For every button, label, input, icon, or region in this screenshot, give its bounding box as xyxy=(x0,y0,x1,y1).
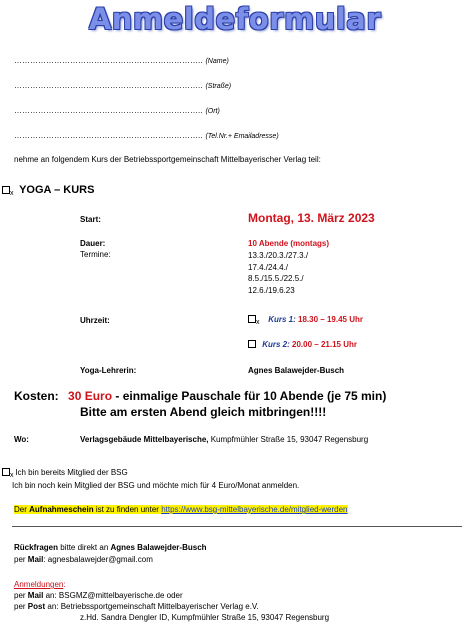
course-checkbox[interactable] xyxy=(2,186,10,194)
dotted-field: …………………………………………………………….. xyxy=(14,106,203,115)
reg-post-bold: Post xyxy=(27,602,46,611)
non-member-text: Ich bin noch kein Mitglied der BSG und möchte mich für 4 Euro/Monat anmelden. xyxy=(12,481,300,490)
course2-time: 20.00 – 21.15 Uhr xyxy=(292,340,357,349)
location-name: Verlagsgebäude Mittelbayerische, xyxy=(80,435,209,444)
questions-mail xyxy=(14,555,153,564)
registration-heading-colon: : xyxy=(63,580,66,589)
course2-label: Kurs 2: xyxy=(262,340,290,349)
membership-link[interactable]: https://www.bsg-mittelbayerische.de/mitglied-werden xyxy=(161,505,348,514)
application-prefix: Der xyxy=(14,505,30,514)
cost-amount: 30 Euro xyxy=(68,389,113,403)
registration-heading-text: Anmeldungen xyxy=(14,580,64,589)
city-line[interactable] xyxy=(14,106,220,115)
date-row: 8.5./15.5./22.5./ xyxy=(248,274,304,283)
street-line[interactable] xyxy=(14,81,231,90)
registration-post xyxy=(14,602,259,611)
name-label: (Name) xyxy=(205,58,229,65)
reg-mail-rest: an: BSGMZ@mittelbayerische.de oder xyxy=(43,591,183,600)
reg-post-rest: an: Betriebssportgemeinschaft Mittelbayerischer Verlag e.V. xyxy=(45,602,259,611)
course1-label: Kurs 1: xyxy=(268,315,296,324)
course2-option[interactable] xyxy=(248,340,357,349)
course-name: YOGA – KURS xyxy=(19,184,95,196)
questions-bold: Rückfragen xyxy=(14,543,59,552)
membership-option-2[interactable] xyxy=(12,481,299,490)
page-title: Anmeldeformular xyxy=(88,2,382,36)
date-row: 12.6./19.6.23 xyxy=(248,285,295,295)
location-label: Wo: xyxy=(14,435,29,444)
application-middle: ist zu finden unter xyxy=(93,505,162,514)
time-label: Uhrzeit: xyxy=(80,316,110,325)
divider xyxy=(12,526,462,527)
reg-post-prefix: per xyxy=(14,602,28,611)
member-checkbox[interactable] xyxy=(2,468,10,476)
questions-line xyxy=(14,543,207,552)
start-value: Montag, 13. März 2023 xyxy=(248,211,375,225)
contact-label: (Tel.Nr.+ Emailadresse) xyxy=(205,133,279,140)
member-text: Ich bin bereits Mitglied der BSG xyxy=(15,468,128,477)
contact-line[interactable] xyxy=(14,131,279,140)
reg-mail-prefix: per xyxy=(14,591,28,600)
registration-post-address: z.Hd. Sandra Dengler ID, Kumpfmühler Straße 15, 93047 Regensburg xyxy=(80,613,330,622)
course1-option[interactable] xyxy=(248,315,363,324)
city-label: (Ort) xyxy=(205,108,220,115)
course1-time: 18.30 – 19.45 Uhr xyxy=(298,315,363,324)
intro-text: nehme an folgendem Kurs der Betriebssportgemeinschaft Mittelbayerischer Verlag teil: xyxy=(14,155,321,164)
dotted-field: …………………………………………………………….. xyxy=(14,81,203,90)
date-row: 13.3./20.3./27.3./ xyxy=(248,251,309,260)
application-bold: Aufnahmeschein xyxy=(29,505,94,514)
application-note xyxy=(14,505,348,514)
name-line[interactable] xyxy=(14,56,229,65)
cost-line xyxy=(14,389,386,403)
dates-label: Termine: xyxy=(80,250,111,259)
registration-heading xyxy=(14,580,66,589)
reg-mail-bold: Mail xyxy=(27,591,44,600)
dotted-field: …………………………………………………………….. xyxy=(14,56,203,65)
duration-label: Dauer: xyxy=(80,239,106,248)
cost-detail: - einmalige Pauschale für 10 Abende (je 75 min) xyxy=(112,389,387,403)
dates-list xyxy=(248,250,308,296)
mail-bold: Mail xyxy=(27,555,44,564)
registration-mail xyxy=(14,591,183,600)
date-row: 17.4./24.4./ xyxy=(248,262,289,272)
dotted-field: …………………………………………………………….. xyxy=(14,131,203,140)
teacher-value: Agnes Balawejder-Busch xyxy=(248,366,345,375)
cost-note: Bitte am ersten Abend gleich mitbringen!!!! xyxy=(80,405,327,419)
contact-email: : agnesbalawejder@gmail.com xyxy=(43,555,153,564)
contact-person: Agnes Balawejder-Busch xyxy=(110,543,207,552)
duration-value: 10 Abende (montags) xyxy=(248,239,330,248)
street-label: (Straße) xyxy=(205,83,232,90)
cost-label: Kosten: xyxy=(14,389,59,403)
course1-checkbox[interactable] xyxy=(248,315,256,323)
course2-checkbox[interactable] xyxy=(248,340,256,348)
questions-text: bitte direkt an xyxy=(58,543,111,552)
membership-option-1[interactable] xyxy=(2,468,128,477)
course-heading xyxy=(2,184,94,196)
location-text xyxy=(80,435,368,444)
mail-prefix: per xyxy=(14,555,28,564)
location-address: Kumpfmühler Straße 15, 93047 Regensburg xyxy=(208,435,369,444)
teacher-label: Yoga-Lehrerin: xyxy=(80,366,137,375)
start-label: Start: xyxy=(80,215,101,224)
